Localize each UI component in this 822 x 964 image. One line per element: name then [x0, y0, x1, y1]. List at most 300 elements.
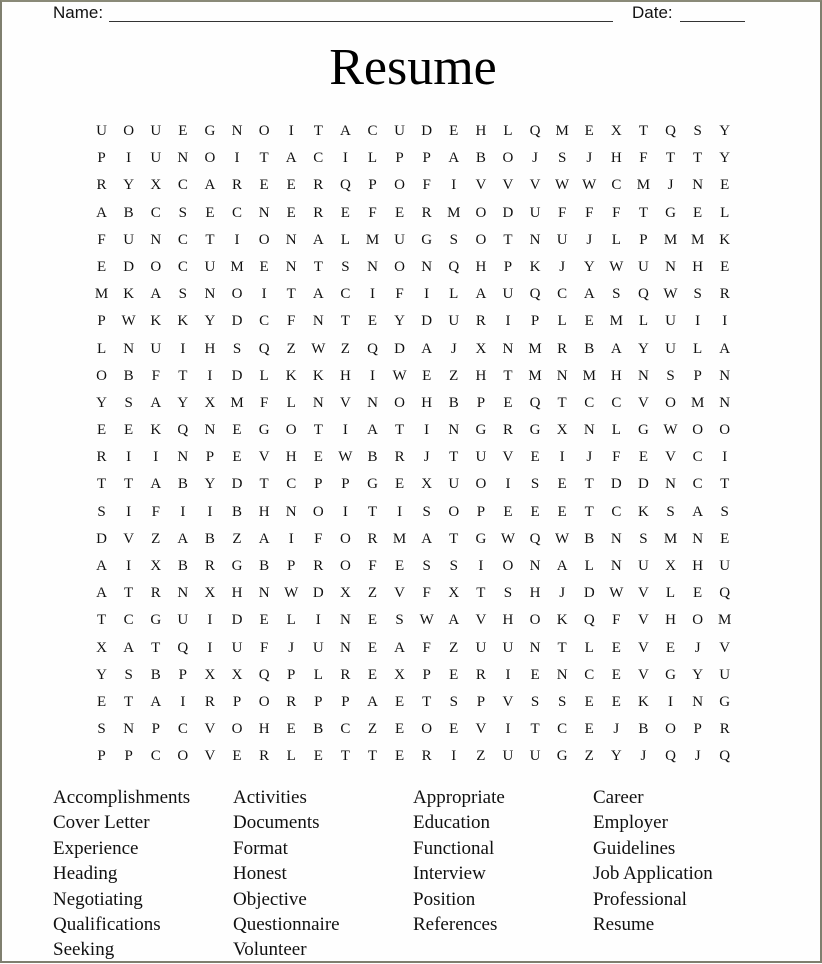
grid-cell[interactable]: G — [638, 422, 649, 439]
grid-cell[interactable]: S — [557, 693, 567, 710]
grid-cell[interactable]: Q — [177, 639, 189, 656]
grid-cell[interactable]: R — [313, 558, 324, 574]
grid-cell[interactable]: X — [231, 666, 243, 683]
grid-cell[interactable]: U — [312, 639, 324, 656]
grid-cell[interactable]: P — [97, 313, 106, 330]
grid-cell[interactable]: F — [368, 204, 377, 221]
grid-cell[interactable]: A — [312, 286, 324, 303]
grid-cell[interactable]: N — [610, 530, 622, 547]
grid-cell[interactable]: H — [610, 150, 622, 167]
grid-cell[interactable]: V — [502, 449, 514, 466]
grid-cell[interactable]: C — [692, 449, 703, 466]
grid-cell[interactable]: O — [258, 693, 270, 710]
grid-cell[interactable]: T — [693, 150, 703, 167]
grid-cell[interactable]: F — [287, 313, 296, 330]
grid-cell[interactable]: S — [666, 367, 675, 384]
grid-cell[interactable]: I — [180, 503, 186, 520]
grid-cell[interactable]: X — [475, 340, 487, 357]
grid-cell[interactable]: O — [475, 231, 487, 248]
grid-cell[interactable]: B — [204, 530, 215, 547]
grid-cell[interactable]: U — [665, 313, 676, 330]
grid-cell[interactable]: T — [557, 394, 567, 411]
grid-cell[interactable]: S — [639, 530, 648, 547]
grid-cell[interactable]: A — [285, 150, 297, 167]
grid-cell[interactable]: N — [123, 340, 135, 357]
grid-cell[interactable]: T — [340, 748, 350, 765]
grid-cell[interactable]: E — [96, 693, 107, 710]
grid-cell[interactable]: B — [259, 558, 270, 574]
grid-cell[interactable]: L — [693, 340, 703, 357]
grid-cell[interactable]: T — [665, 150, 676, 167]
grid-cell[interactable]: O — [421, 721, 433, 738]
grid-cell[interactable]: E — [720, 258, 730, 275]
grid-cell[interactable]: Q — [665, 748, 676, 765]
grid-cell[interactable]: U — [96, 123, 107, 139]
grid-cell[interactable]: I — [207, 367, 213, 384]
grid-cell[interactable]: E — [394, 693, 405, 710]
grid-cell[interactable]: Z — [476, 748, 486, 765]
grid-cell[interactable]: Q — [583, 612, 595, 629]
grid-cell[interactable]: K — [638, 693, 649, 710]
grid-cell[interactable]: C — [123, 612, 134, 629]
grid-cell[interactable]: D — [502, 204, 514, 221]
grid-cell[interactable]: D — [96, 530, 107, 547]
grid-cell[interactable]: E — [530, 449, 540, 466]
grid-cell[interactable]: J — [450, 340, 457, 357]
grid-cell[interactable]: Q — [529, 123, 541, 139]
grid-cell[interactable]: G — [665, 204, 676, 221]
grid-cell[interactable]: S — [666, 503, 675, 520]
grid-cell[interactable]: E — [611, 639, 621, 656]
grid-cell[interactable]: V — [638, 612, 649, 629]
grid-cell[interactable]: Y — [394, 313, 405, 330]
grid-cell[interactable]: N — [339, 612, 351, 629]
grid-cell[interactable]: P — [476, 693, 486, 710]
grid-cell[interactable]: E — [693, 204, 703, 221]
grid-cell[interactable]: Q — [258, 340, 270, 357]
grid-cell[interactable]: N — [177, 150, 189, 167]
grid-cell[interactable]: K — [150, 313, 162, 330]
grid-cell[interactable]: W — [500, 530, 516, 547]
grid-cell[interactable]: S — [422, 503, 431, 520]
grid-cell[interactable]: W — [284, 585, 299, 602]
grid-cell[interactable]: C — [611, 177, 622, 194]
grid-cell[interactable]: F — [368, 558, 377, 574]
grid-cell[interactable]: N — [204, 422, 216, 439]
grid-cell[interactable]: X — [150, 177, 162, 194]
grid-cell[interactable]: A — [96, 204, 107, 221]
grid-cell[interactable]: N — [367, 394, 378, 411]
grid-cell[interactable]: C — [177, 258, 188, 275]
grid-cell[interactable]: P — [314, 693, 323, 710]
grid-cell[interactable]: N — [665, 258, 676, 275]
grid-cell[interactable]: F — [612, 612, 621, 629]
grid-cell[interactable]: F — [97, 231, 106, 248]
grid-cell[interactable]: B — [367, 449, 378, 466]
grid-cell[interactable]: I — [207, 639, 213, 656]
grid-cell[interactable]: T — [584, 503, 594, 520]
grid-cell[interactable]: K — [123, 286, 135, 303]
grid-cell[interactable]: V — [529, 177, 541, 194]
grid-cell[interactable]: V — [638, 585, 649, 602]
grid-cell[interactable]: W — [419, 612, 434, 629]
grid-cell[interactable]: R — [259, 748, 270, 765]
grid-cell[interactable]: G — [529, 422, 541, 439]
grid-cell[interactable]: U — [502, 748, 514, 765]
grid-cell[interactable]: U — [556, 231, 568, 248]
grid-cell[interactable]: T — [584, 476, 594, 493]
grid-cell[interactable]: M — [392, 530, 407, 547]
grid-cell[interactable]: I — [505, 666, 511, 683]
grid-cell[interactable]: O — [448, 503, 460, 520]
grid-cell[interactable]: D — [123, 258, 135, 275]
grid-cell[interactable]: E — [394, 721, 405, 738]
grid-cell[interactable]: A — [421, 340, 433, 357]
grid-cell[interactable]: O — [339, 530, 351, 547]
grid-cell[interactable]: O — [204, 150, 216, 167]
grid-cell[interactable]: Q — [339, 177, 351, 194]
name-field[interactable] — [109, 21, 613, 22]
grid-cell[interactable]: F — [314, 530, 323, 547]
grid-cell[interactable]: H — [475, 367, 487, 384]
grid-cell[interactable]: O — [394, 394, 405, 411]
grid-cell[interactable]: G — [204, 123, 216, 139]
grid-cell[interactable]: L — [584, 558, 594, 574]
date-field[interactable] — [680, 21, 745, 22]
grid-cell[interactable]: C — [692, 476, 703, 493]
grid-cell[interactable]: U — [529, 748, 541, 765]
grid-cell[interactable]: M — [365, 231, 380, 248]
grid-cell[interactable]: E — [422, 367, 432, 384]
grid-cell[interactable]: X — [96, 639, 107, 656]
grid-cell[interactable]: T — [638, 123, 648, 139]
grid-cell[interactable]: K — [285, 367, 297, 384]
grid-cell[interactable]: P — [422, 150, 431, 167]
grid-cell[interactable]: I — [288, 123, 294, 139]
grid-cell[interactable]: B — [123, 204, 134, 221]
grid-cell[interactable]: E — [720, 177, 730, 194]
grid-cell[interactable]: C — [611, 503, 622, 520]
grid-cell[interactable]: F — [259, 639, 269, 656]
grid-cell[interactable]: R — [96, 177, 107, 194]
grid-cell[interactable]: S — [124, 666, 133, 683]
grid-cell[interactable]: J — [694, 639, 701, 656]
grid-cell[interactable]: E — [693, 585, 703, 602]
grid-cell[interactable]: O — [502, 150, 514, 167]
grid-cell[interactable]: R — [150, 585, 161, 602]
grid-cell[interactable]: R — [557, 340, 568, 357]
grid-cell[interactable]: T — [178, 367, 188, 384]
grid-cell[interactable]: E — [394, 748, 405, 765]
grid-cell[interactable]: E — [394, 558, 405, 574]
grid-cell[interactable]: A — [150, 394, 162, 411]
grid-cell[interactable]: W — [555, 530, 570, 547]
grid-cell[interactable]: H — [475, 258, 487, 275]
grid-cell[interactable]: Y — [204, 476, 216, 493]
grid-cell[interactable]: F — [151, 367, 160, 384]
grid-cell[interactable]: G — [719, 693, 731, 710]
grid-cell[interactable]: I — [342, 503, 348, 520]
grid-cell[interactable]: U — [448, 476, 460, 493]
grid-cell[interactable]: I — [505, 313, 511, 330]
grid-cell[interactable]: D — [421, 313, 433, 330]
grid-cell[interactable]: T — [124, 585, 134, 602]
grid-cell[interactable]: N — [312, 313, 324, 330]
grid-cell[interactable]: X — [204, 666, 216, 683]
grid-cell[interactable]: E — [503, 394, 513, 411]
grid-cell[interactable]: C — [557, 286, 568, 303]
grid-cell[interactable]: O — [475, 476, 487, 493]
grid-cell[interactable]: U — [529, 204, 541, 221]
grid-cell[interactable]: T — [449, 530, 459, 547]
grid-cell[interactable]: J — [532, 150, 538, 167]
grid-cell[interactable]: R — [475, 666, 486, 683]
grid-cell[interactable]: B — [232, 503, 243, 520]
grid-cell[interactable]: M — [528, 340, 542, 357]
grid-cell[interactable]: R — [719, 286, 730, 303]
grid-cell[interactable]: T — [151, 639, 161, 656]
grid-cell[interactable]: N — [150, 231, 162, 248]
grid-cell[interactable]: J — [586, 231, 593, 248]
grid-cell[interactable]: V — [475, 177, 487, 194]
grid-cell[interactable]: I — [261, 286, 267, 303]
grid-cell[interactable]: T — [638, 204, 648, 221]
grid-cell[interactable]: H — [421, 394, 433, 411]
grid-cell[interactable]: O — [123, 123, 135, 139]
grid-cell[interactable]: S — [97, 503, 106, 520]
grid-cell[interactable]: X — [556, 422, 568, 439]
grid-cell[interactable]: J — [559, 585, 566, 602]
grid-cell[interactable]: E — [584, 721, 594, 738]
grid-cell[interactable]: E — [232, 748, 242, 765]
grid-cell[interactable]: B — [150, 666, 161, 683]
grid-cell[interactable]: P — [97, 150, 106, 167]
grid-cell[interactable]: I — [369, 286, 375, 303]
grid-cell[interactable]: N — [529, 558, 541, 574]
grid-cell[interactable]: O — [231, 286, 243, 303]
grid-cell[interactable]: D — [394, 340, 405, 357]
grid-cell[interactable]: E — [286, 204, 296, 221]
grid-cell[interactable]: F — [585, 204, 594, 221]
grid-cell[interactable]: E — [584, 313, 594, 330]
grid-cell[interactable]: S — [720, 503, 729, 520]
grid-cell[interactable]: X — [610, 123, 622, 139]
grid-cell[interactable]: J — [288, 639, 295, 656]
grid-cell[interactable]: N — [692, 530, 704, 547]
grid-cell[interactable]: I — [722, 313, 728, 330]
grid-cell[interactable]: D — [610, 476, 622, 493]
grid-cell[interactable]: A — [96, 585, 107, 602]
grid-cell[interactable]: W — [582, 177, 597, 194]
grid-cell[interactable]: T — [449, 449, 459, 466]
grid-cell[interactable]: U — [394, 123, 405, 139]
grid-cell[interactable]: A — [150, 693, 162, 710]
grid-cell[interactable]: E — [367, 639, 378, 656]
grid-cell[interactable]: P — [530, 313, 540, 330]
grid-cell[interactable]: H — [258, 503, 270, 520]
grid-cell[interactable]: E — [313, 449, 323, 466]
grid-cell[interactable]: M — [663, 231, 678, 248]
grid-cell[interactable]: U — [502, 639, 514, 656]
grid-cell[interactable]: X — [150, 558, 162, 574]
grid-cell[interactable]: W — [663, 286, 678, 303]
grid-cell[interactable]: R — [232, 177, 243, 194]
grid-cell[interactable]: Q — [529, 286, 541, 303]
grid-cell[interactable]: M — [230, 394, 244, 411]
grid-cell[interactable]: T — [286, 286, 296, 303]
grid-cell[interactable]: P — [232, 693, 242, 710]
grid-cell[interactable]: A — [394, 639, 405, 656]
grid-cell[interactable]: C — [177, 721, 188, 738]
grid-cell[interactable]: P — [503, 258, 513, 275]
grid-cell[interactable]: P — [341, 693, 350, 710]
grid-cell[interactable]: J — [586, 150, 593, 167]
grid-cell[interactable]: N — [529, 231, 541, 248]
grid-cell[interactable]: M — [636, 177, 651, 194]
grid-cell[interactable]: E — [557, 476, 567, 493]
grid-cell[interactable]: H — [610, 367, 622, 384]
grid-cell[interactable]: E — [584, 123, 594, 139]
grid-cell[interactable]: I — [126, 449, 132, 466]
grid-cell[interactable]: L — [286, 612, 296, 629]
grid-cell[interactable]: E — [611, 693, 621, 710]
grid-cell[interactable]: B — [448, 394, 459, 411]
grid-cell[interactable]: H — [204, 340, 216, 357]
grid-cell[interactable]: U — [150, 340, 162, 357]
grid-cell[interactable]: T — [503, 367, 513, 384]
grid-cell[interactable]: S — [449, 558, 458, 574]
grid-cell[interactable]: L — [584, 639, 594, 656]
grid-cell[interactable]: V — [638, 666, 649, 683]
grid-cell[interactable]: B — [177, 476, 188, 493]
grid-cell[interactable]: Y — [583, 258, 595, 275]
grid-cell[interactable]: I — [695, 313, 701, 330]
grid-cell[interactable]: P — [287, 558, 296, 574]
grid-cell[interactable]: D — [312, 585, 324, 602]
grid-cell[interactable]: O — [150, 258, 162, 275]
grid-cell[interactable]: T — [96, 476, 107, 493]
grid-cell[interactable]: E — [340, 204, 350, 221]
grid-cell[interactable]: F — [557, 204, 567, 221]
grid-cell[interactable]: I — [126, 558, 132, 574]
grid-cell[interactable]: N — [556, 666, 568, 683]
grid-cell[interactable]: U — [475, 639, 487, 656]
grid-cell[interactable]: H — [692, 258, 704, 275]
grid-cell[interactable]: E — [367, 666, 378, 683]
grid-cell[interactable]: O — [475, 204, 487, 221]
grid-cell[interactable]: A — [339, 123, 351, 139]
grid-cell[interactable]: V — [719, 639, 731, 656]
grid-cell[interactable]: E — [313, 748, 323, 765]
grid-cell[interactable]: N — [367, 258, 378, 275]
grid-cell[interactable]: E — [96, 258, 107, 275]
grid-cell[interactable]: T — [96, 612, 107, 629]
grid-cell[interactable]: X — [421, 476, 433, 493]
grid-cell[interactable]: W — [609, 585, 624, 602]
grid-cell[interactable]: P — [693, 367, 702, 384]
grid-cell[interactable]: N — [665, 476, 676, 493]
grid-cell[interactable]: F — [395, 286, 404, 303]
grid-cell[interactable]: O — [665, 721, 676, 738]
grid-cell[interactable]: E — [124, 422, 134, 439]
grid-cell[interactable]: L — [313, 666, 323, 683]
grid-cell[interactable]: G — [421, 231, 433, 248]
grid-cell[interactable]: A — [367, 693, 378, 710]
grid-cell[interactable]: R — [719, 721, 730, 738]
grid-cell[interactable]: L — [611, 231, 621, 248]
grid-cell[interactable]: W — [311, 340, 326, 357]
grid-cell[interactable]: O — [231, 721, 243, 738]
grid-cell[interactable]: Y — [177, 394, 189, 411]
grid-cell[interactable]: Q — [529, 394, 541, 411]
grid-cell[interactable]: I — [153, 449, 159, 466]
grid-cell[interactable]: N — [231, 123, 243, 139]
grid-cell[interactable]: O — [394, 258, 405, 275]
grid-cell[interactable]: I — [451, 177, 457, 194]
grid-cell[interactable]: T — [367, 748, 378, 765]
grid-cell[interactable]: D — [231, 313, 243, 330]
grid-cell[interactable]: E — [611, 666, 621, 683]
grid-cell[interactable]: Y — [692, 666, 704, 683]
grid-cell[interactable]: S — [422, 558, 431, 574]
grid-cell[interactable]: C — [313, 150, 324, 167]
grid-cell[interactable]: D — [638, 476, 649, 493]
grid-cell[interactable]: P — [287, 666, 296, 683]
grid-cell[interactable]: A — [150, 286, 162, 303]
grid-cell[interactable]: L — [557, 313, 567, 330]
grid-cell[interactable]: B — [638, 721, 649, 738]
grid-cell[interactable]: T — [476, 585, 486, 602]
grid-cell[interactable]: J — [559, 258, 566, 275]
grid-cell[interactable]: C — [584, 394, 595, 411]
grid-cell[interactable]: L — [340, 231, 350, 248]
grid-cell[interactable]: G — [475, 422, 487, 439]
grid-cell[interactable]: T — [313, 123, 323, 139]
grid-cell[interactable]: Z — [286, 340, 296, 357]
grid-cell[interactable]: P — [97, 748, 106, 765]
grid-cell[interactable]: M — [663, 530, 678, 547]
grid-cell[interactable]: E — [286, 177, 296, 194]
grid-cell[interactable]: H — [529, 585, 541, 602]
grid-cell[interactable]: T — [124, 476, 134, 493]
grid-cell[interactable]: E — [205, 204, 215, 221]
grid-cell[interactable]: Q — [367, 340, 378, 357]
grid-cell[interactable]: T — [313, 422, 323, 439]
grid-cell[interactable]: E — [557, 503, 567, 520]
grid-cell[interactable]: V — [475, 721, 487, 738]
grid-cell[interactable]: E — [503, 503, 513, 520]
grid-cell[interactable]: G — [556, 748, 568, 765]
grid-cell[interactable]: H — [665, 612, 676, 629]
grid-cell[interactable]: J — [694, 748, 701, 765]
grid-cell[interactable]: I — [180, 340, 186, 357]
grid-cell[interactable]: T — [205, 231, 215, 248]
grid-cell[interactable]: I — [315, 612, 321, 629]
grid-cell[interactable]: A — [610, 340, 622, 357]
grid-cell[interactable]: Q — [719, 585, 731, 602]
grid-cell[interactable]: R — [204, 558, 215, 574]
grid-cell[interactable]: P — [395, 150, 404, 167]
grid-cell[interactable]: W — [609, 258, 624, 275]
grid-cell[interactable]: T — [394, 422, 405, 439]
grid-cell[interactable]: F — [259, 394, 269, 411]
grid-cell[interactable]: R — [421, 204, 432, 221]
grid-cell[interactable]: A — [258, 530, 270, 547]
grid-cell[interactable]: Y — [123, 177, 135, 194]
grid-cell[interactable]: P — [476, 503, 486, 520]
grid-cell[interactable]: D — [231, 612, 243, 629]
grid-cell[interactable]: I — [234, 231, 240, 248]
